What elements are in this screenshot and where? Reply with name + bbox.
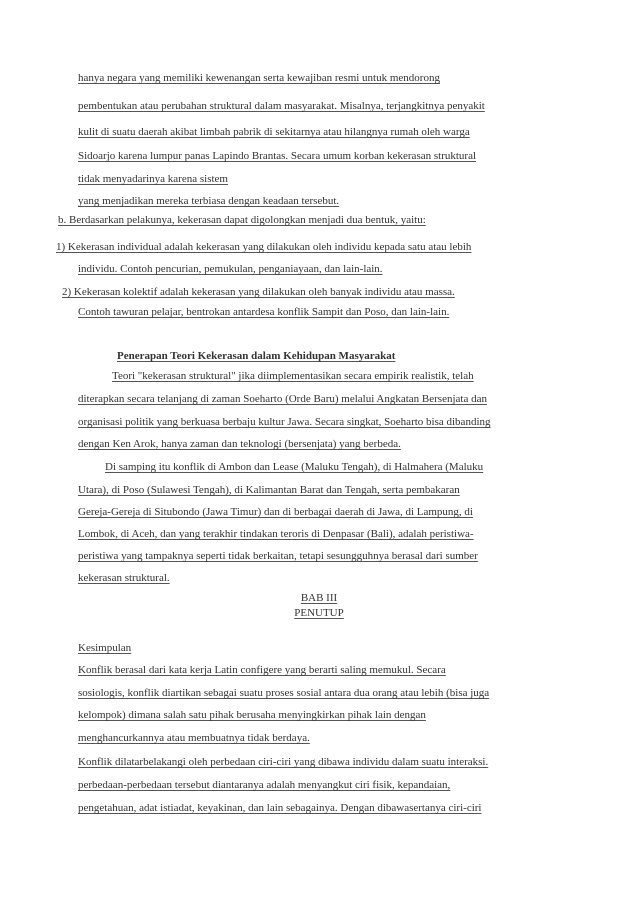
text-line: organisasi politik yang berkuasa berbaju kultur Jawa. Secara singkat, Soeharto bisa dibanding: [78, 416, 491, 428]
text-line: individu. Contoh pencurian, pemukulan, penganiayaan, dan lain-lain.: [78, 263, 383, 275]
text-line: kelompok) dimana salah satu pihak berusaha menyingkirkan pihak lain dengan: [78, 709, 426, 721]
text-line: yang menjadikan mereka terbiasa dengan keadaan tersebut.: [78, 195, 340, 207]
text-line: dengan Ken Arok, hanya zaman dan teknologi (bersenjata) yang berbeda.: [78, 438, 401, 450]
list-item-1: 1) Kekerasan individual adalah kekerasan yang dilakukan oleh individu kepada satu atau lebih: [56, 241, 472, 253]
text-line: pengetahuan, adat istiadat, keyakinan, dan lain sebagainya. Dengan dibawasertanya ciri-ciri: [78, 802, 482, 814]
chapter-title: PENUTUP: [294, 607, 344, 619]
text-line: Utara), di Poso (Sulawesi Tengah), di Kalimantan Barat dan Tengah, serta pembakaran: [78, 484, 460, 496]
text-line: perbedaan-perbedaan tersebut diantaranya adalah menyangkut ciri fisik, kepandaian,: [78, 779, 451, 791]
text-line: tidak menyadarinya karena sistem: [78, 173, 228, 185]
text-line: peristiwa yang tampaknya seperti tidak berkaitan, tetapi sesungguhnya berasal dari sumber: [78, 550, 478, 562]
text-line: diterapkan secara telanjang di zaman Soeharto (Orde Baru) melalui Angkatan Bersenjata dan: [78, 393, 487, 405]
text-line: Konflik dilatarbelakangi oleh perbedaan ciri-ciri yang dibawa individu dalam suatu interaksi.: [78, 756, 489, 768]
text-line: Konflik berasal dari kata kerja Latin configere yang berarti saling memukul. Secara: [78, 664, 446, 676]
text-line: menghancurkannya atau membuatnya tidak berdaya.: [78, 732, 310, 744]
text-line: Gereja-Gereja di Situbondo (Jawa Timur) dan di berbagai daerah di Jawa, di Lampung, di: [78, 506, 473, 518]
chapter-number: BAB III: [300, 592, 338, 604]
text-line: kulit di suatu daerah akibat limbah pabrik di sekitarnya atau hilangnya rumah oleh warga: [78, 126, 470, 138]
text-line: Lombok, di Aceh, dan yang terakhir tindakan teroris di Denpasar (Bali), adalah peristiwa-: [78, 528, 474, 540]
text-line: Teori "kekerasan struktural" jika diimplementasikan secara empirik realistik, telah: [112, 370, 474, 382]
section-title: Penerapan Teori Kekerasan dalam Kehidupan Masyarakat: [117, 350, 396, 362]
text-line: pembentukan atau perubahan struktural dalam masyarakat. Misalnya, terjangkitnya penyakit: [78, 100, 485, 112]
conclusion-heading: Kesimpulan: [78, 642, 132, 654]
text-line: hanya negara yang memiliki kewenangan serta kewajiban resmi untuk mendorong: [78, 72, 440, 84]
text-line: Contoh tawuran pelajar, bentrokan antardesa konflik Sampit dan Poso, dan lain-lain.: [78, 306, 450, 318]
text-line: kekerasan struktural.: [78, 572, 170, 584]
text-line: Di samping itu konflik di Ambon dan Lease (Maluku Tengah), di Halmahera (Maluku: [105, 461, 484, 473]
list-item-2: 2) Kekerasan kolektif adalah kekerasan yang dilakukan oleh banyak individu atau massa.: [62, 286, 455, 298]
list-heading-b: b. Berdasarkan pelakunya, kekerasan dapat digolongkan menjadi dua bentuk, yaitu:: [58, 214, 426, 226]
text-line: Sidoarjo karena lumpur panas Lapindo Brantas. Secara umum korban kekerasan struktural: [78, 150, 477, 162]
text-line: sosiologis, konflik diartikan sebagai suatu proses sosial antara dua orang atau lebih (bisa juga: [78, 687, 490, 699]
